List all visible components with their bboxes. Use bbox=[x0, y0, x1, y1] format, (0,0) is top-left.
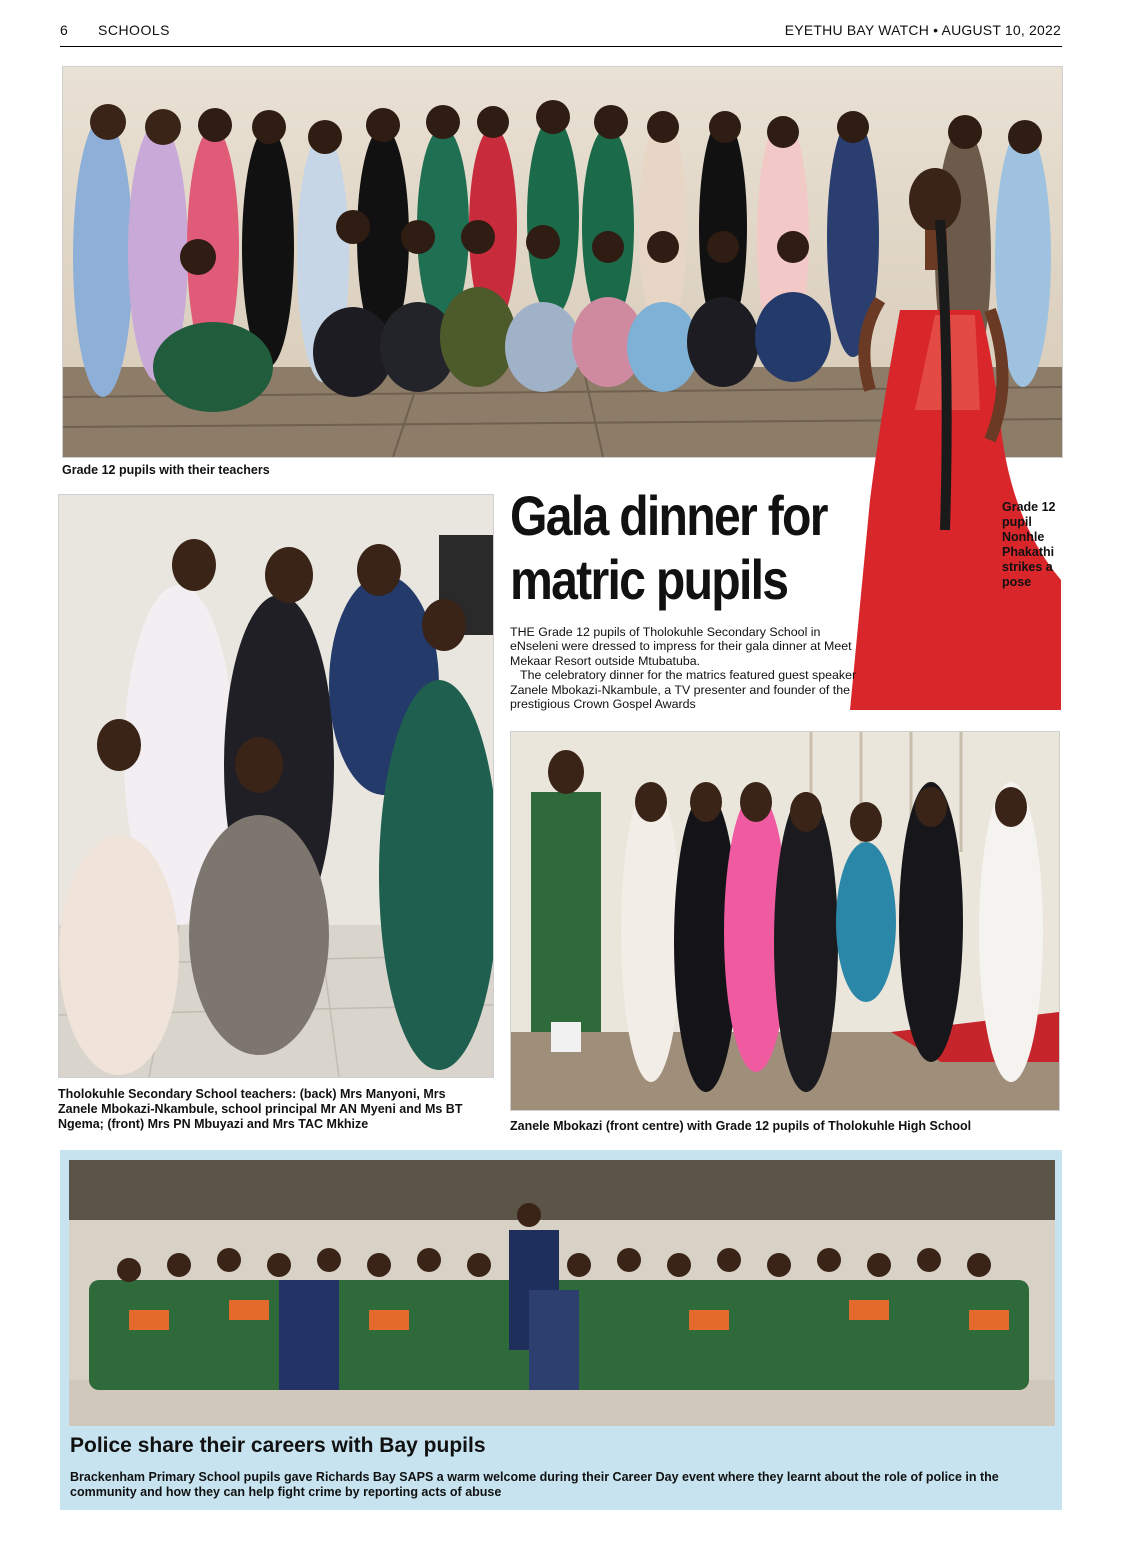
article-headline: Gala dinner for matric pupils bbox=[510, 484, 827, 611]
group-photo-caption: Grade 12 pupils with their teachers bbox=[62, 463, 270, 477]
teachers-photo bbox=[58, 494, 494, 1078]
police-story-headline: Police share their careers with Bay pupils bbox=[70, 1434, 486, 1457]
red-dress-caption: Grade 12 pupil Nonhle Phakathi strikes a pose bbox=[1002, 500, 1056, 589]
red-dress-photo bbox=[840, 160, 1061, 710]
guest-photo-image bbox=[511, 732, 1059, 1110]
teachers-photo-image bbox=[59, 495, 493, 1077]
article-paragraph: THE Grade 12 pupils of Tholokuhle Secondary School in eNseleni were dressed to impress for their gala dinner at Meet Mekaar Resort outside Mtubatuba. bbox=[510, 625, 852, 668]
red-dress-photo-image bbox=[840, 160, 1061, 710]
police-photo-image bbox=[69, 1160, 1055, 1426]
article-paragraph: The celebratory dinner for the matrics featured guest speaker Zanele Mbokazi-Nkambule, a TV presenter and founder of the prestigious Crown Gospel Awards bbox=[510, 668, 857, 712]
section-label: SCHOOLS bbox=[98, 22, 170, 38]
header-rule bbox=[60, 46, 1062, 47]
police-photo bbox=[69, 1160, 1055, 1426]
police-story-body: Brackenham Primary School pupils gave Richards Bay SAPS a warm welcome during their Career Day event where they learnt about the role of police in the community and how they can help fight crime by reporting acts of abuse bbox=[70, 1470, 999, 1499]
page-number: 6 bbox=[60, 22, 68, 38]
article-body bbox=[510, 625, 860, 711]
masthead-date: EYETHU BAY WATCH • AUGUST 10, 2022 bbox=[784, 22, 1061, 38]
guest-caption: Zanele Mbokazi (front centre) with Grade 12 pupils of Tholokuhle High School bbox=[510, 1119, 972, 1133]
guest-photo bbox=[510, 731, 1060, 1111]
teachers-caption: Tholokuhle Secondary School teachers: (back) Mrs Manyoni, Mrs Zanele Mbokazi-Nkambule, school principal Mr AN Myeni and Ms BT Ngema; (front) Mrs PN Mbuyazi and Mrs TAC Mkhize bbox=[58, 1087, 463, 1131]
